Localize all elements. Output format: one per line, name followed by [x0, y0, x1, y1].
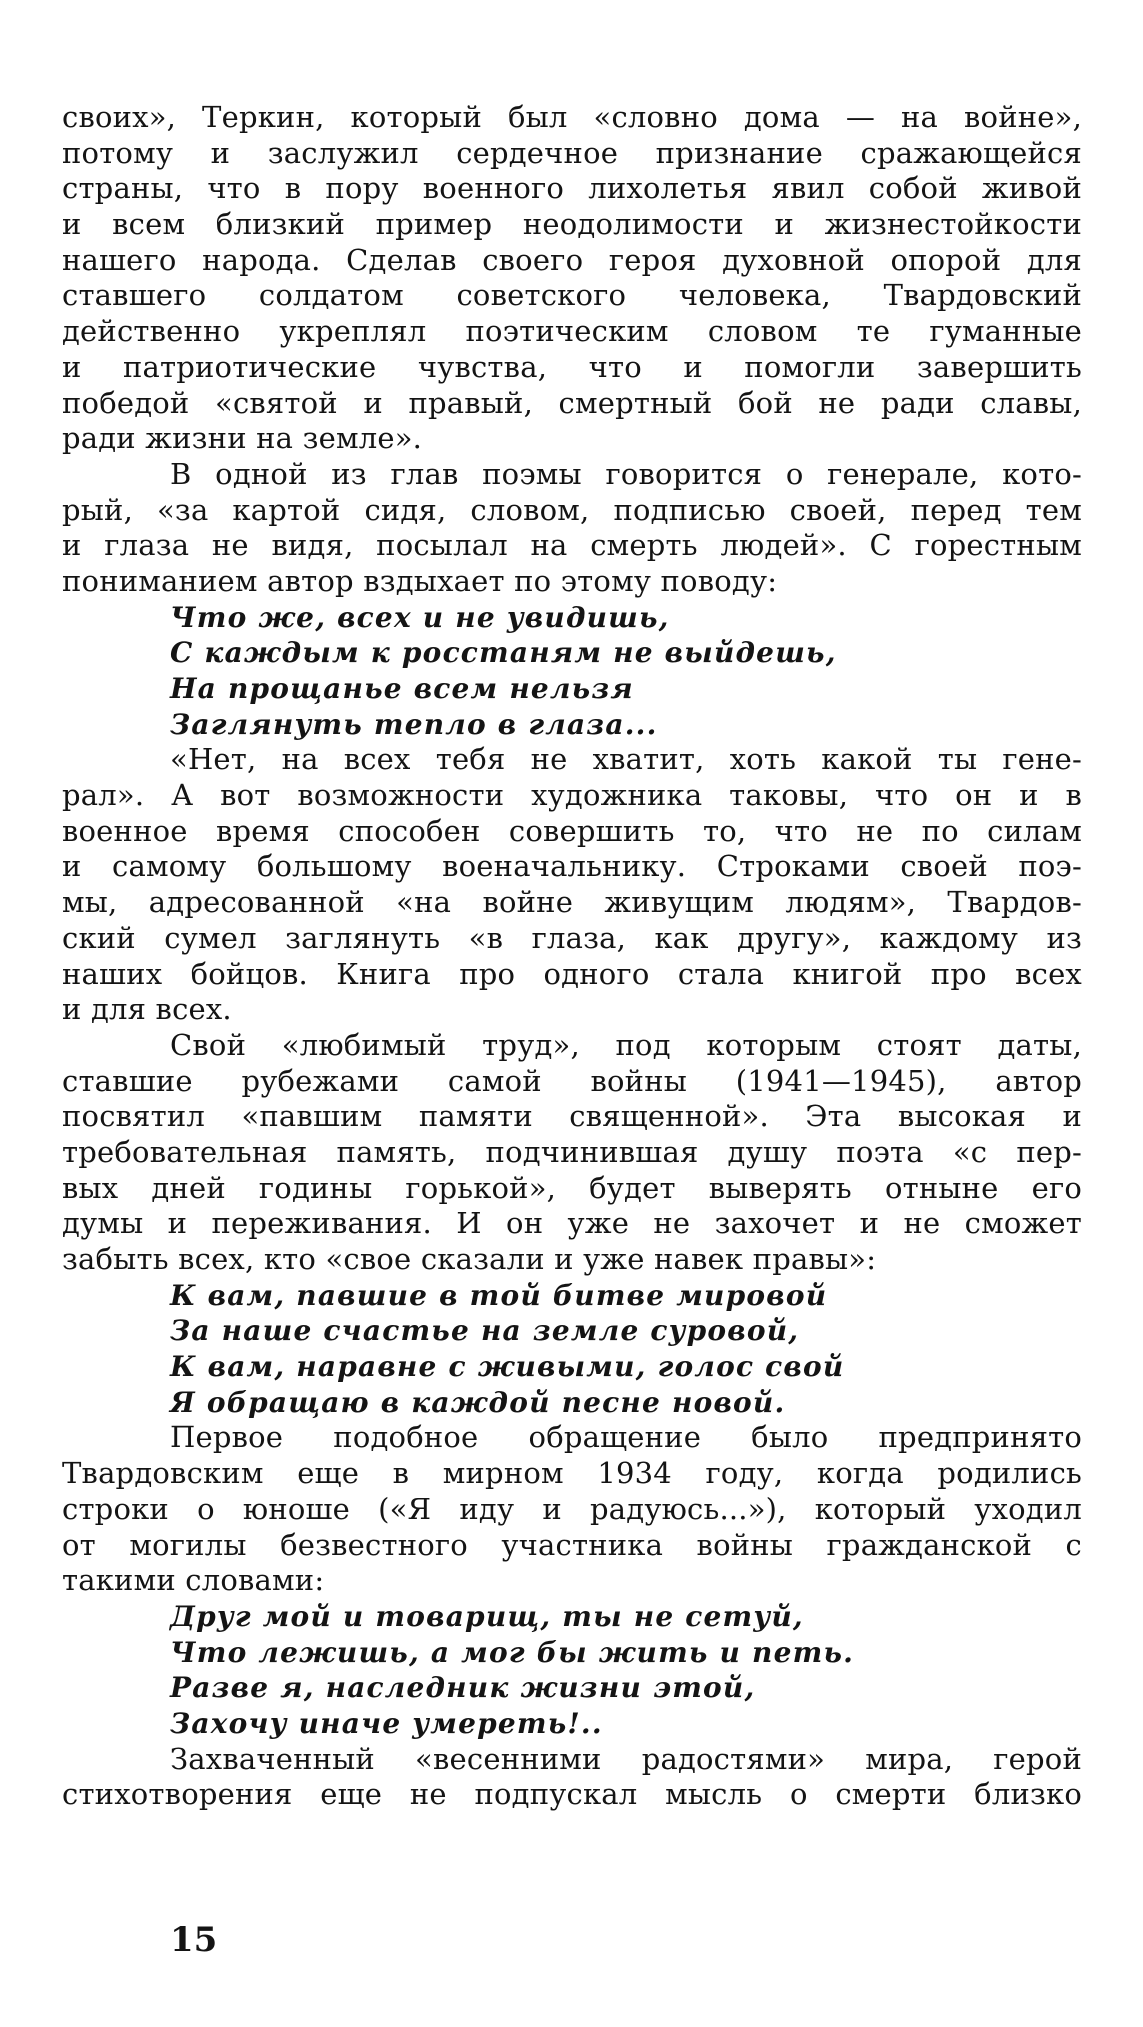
text-line: стихотворения еще не подпускал мысль о смерти близко: [62, 1777, 1082, 1812]
text-line: В одной из глав поэмы говорится о генерале, кото-: [170, 456, 1082, 491]
paragraph: [62, 1028, 1082, 1278]
text-line: вых дней годины горькой», будет выверять отныне его: [62, 1170, 1082, 1205]
text-line: и самому большому военачальнику. Строками своей поэ-: [62, 849, 1082, 884]
text-line: Твардовским еще в мирном 1934 году, когда родились: [62, 1456, 1082, 1491]
paragraph: [62, 457, 1082, 600]
verse-line: Я обращаю в каждой песне новой.: [170, 1385, 786, 1419]
text-line: рый, «за картой сидя, словом, подписью своей, перед тем: [62, 492, 1082, 527]
text-line: забыть всех, кто «свое сказали и уже навек правы»:: [62, 1242, 877, 1276]
text-line: мы, адресованной «на войне живущим людям», Твардов-: [62, 885, 1082, 920]
text-line: победой «святой и правый, смертный бой не ради славы,: [62, 385, 1082, 420]
paragraph: [62, 100, 1082, 457]
text-line: от могилы безвестного участника войны гражданской с: [62, 1527, 1082, 1562]
text-line: ради жизни на земле».: [62, 421, 423, 456]
text-line: Свой «любимый труд», под которым стоят даты,: [170, 1027, 1082, 1062]
text-line: Первое подобное обращение было предпринято: [170, 1420, 1082, 1455]
text-line: думы и переживания. И он уже не захочет и не сможет: [62, 1206, 1082, 1241]
verse-line: К вам, павшие в той битве мировой: [170, 1278, 828, 1312]
verse-line: Заглянуть тепло в глаза...: [170, 707, 658, 741]
verse-line: К вам, наравне с живыми, голос свой: [170, 1350, 845, 1384]
text-line: и всем близкий пример неодолимости и жизнестойкости: [62, 207, 1082, 242]
text-line: потому и заслужил сердечное признание сражающейся: [62, 135, 1082, 170]
text-line: и для всех.: [62, 992, 232, 1027]
text-line: и патриотические чувства, что и помогли завершить: [62, 349, 1082, 384]
paragraph: [62, 1742, 1082, 1813]
paragraph: [62, 742, 1082, 1028]
text-line: рал». А вот возможности художника таковы, что он и в: [62, 778, 1082, 813]
text-line: ставшие рубежами самой войны (1941—1945), автор: [62, 1063, 1082, 1098]
verse-line: Что же, всех и не увидишь,: [170, 600, 670, 634]
text-line: пониманием автор вздыхает по этому поводу:: [62, 563, 778, 598]
text-line: своих», Теркин, который был «словно дома — на войне»,: [62, 100, 1082, 134]
text-line: такими словами:: [62, 1563, 325, 1598]
verse-line: С каждым к росстаням не выйдешь,: [170, 636, 837, 670]
verse-stanza: [62, 1278, 1082, 1421]
text-line: посвятил «павшим памяти священной». Эта высокая и: [62, 1099, 1082, 1134]
text-line: требовательная память, подчинившая душу поэта «с пер-: [62, 1134, 1082, 1169]
page-number: 15: [170, 1920, 218, 1960]
text-line: ский сумел заглянуть «в глаза, как другу», каждому из: [62, 920, 1082, 955]
verse-stanza: [62, 1599, 1082, 1742]
text-line: военное время способен совершить то, что не по силам: [62, 813, 1082, 848]
verse-stanza: [62, 600, 1082, 743]
page-text: [62, 100, 1082, 1813]
text-line: наших бойцов. Книга про одного стала книгой про всех: [62, 956, 1082, 991]
text-line: действенно укреплял поэтическим словом те гуманные: [62, 314, 1082, 349]
text-line: ставшего солдатом советского человека, Твардовский: [62, 278, 1082, 313]
verse-line: Друг мой и товарищ, ты не сетуй,: [170, 1599, 804, 1633]
verse-line: За наше счастье на земле суровой,: [170, 1314, 800, 1348]
text-line: страны, что в пору военного лихолетья явил собой живой: [62, 171, 1082, 206]
text-line: «Нет, на всех тебя не хватит, хоть какой ты гене-: [170, 742, 1082, 777]
text-line: и глаза не видя, посылал на смерть людей». С горестным: [62, 528, 1082, 563]
text-line: нашего народа. Сделав своего героя духовной опорой для: [62, 242, 1082, 277]
verse-line: Что лежишь, а мог бы жить и петь.: [170, 1635, 855, 1669]
verse-line: На прощанье всем нельзя: [170, 672, 634, 705]
text-line: строки о юноше («Я иду и радуюсь...»), который уходил: [62, 1491, 1082, 1526]
text-line: Захваченный «весенними радостями» мира, герой: [170, 1741, 1082, 1776]
verse-line: Захочу иначе умереть!..: [170, 1706, 603, 1740]
paragraph: [62, 1420, 1082, 1598]
verse-line: Разве я, наследник жизни этой,: [170, 1671, 756, 1705]
